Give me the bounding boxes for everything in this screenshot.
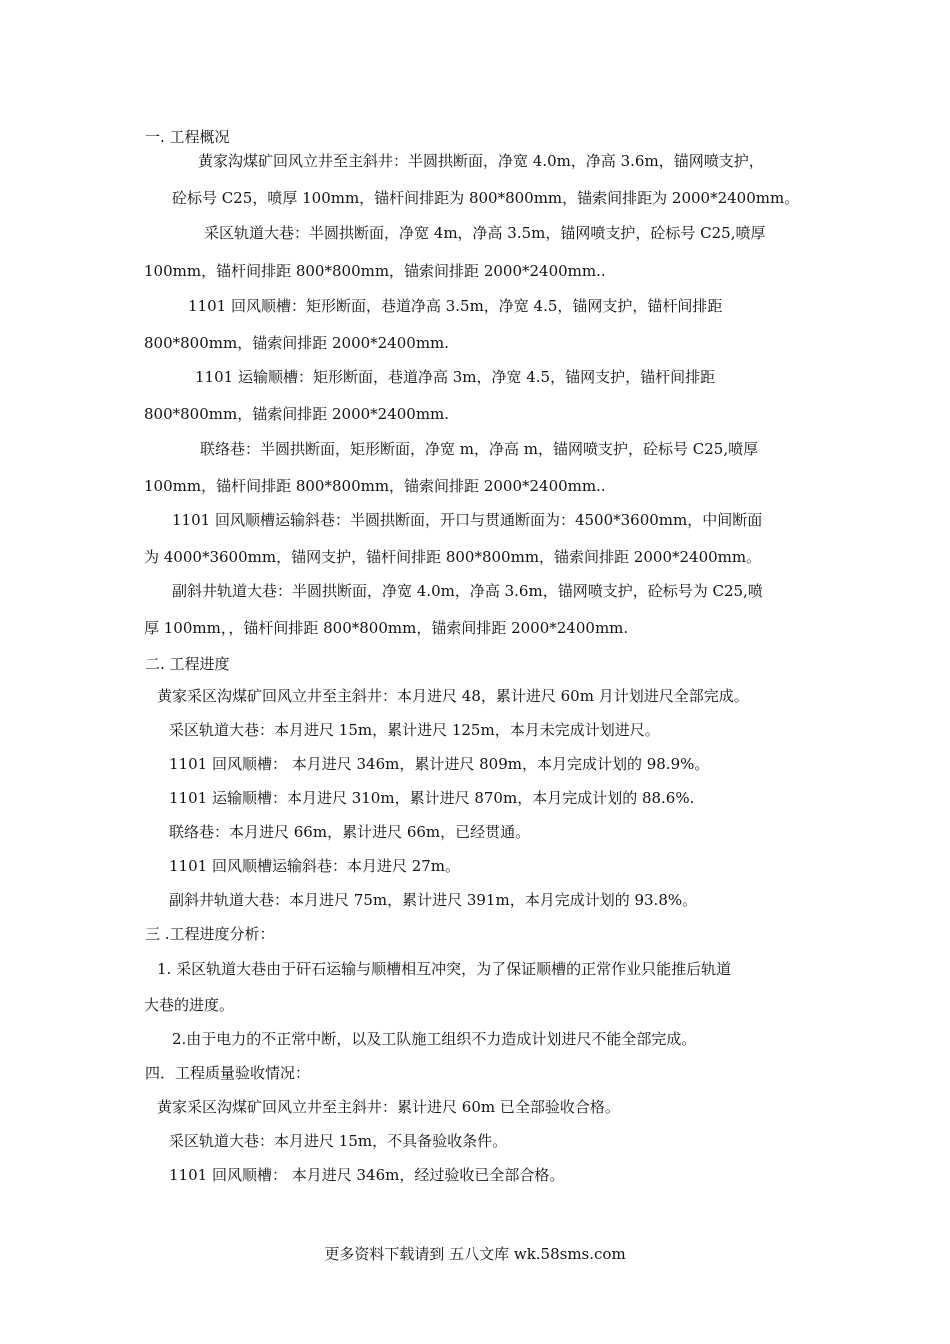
analysis-line: 大巷的进度。	[144, 996, 235, 1014]
quality-line: 采区轨道大巷：本月进尺 15m，不具备验收条件。	[169, 1132, 508, 1150]
progress-line: 采区轨道大巷：本月进尺 15m，累计进尺 125m，本月未完成计划进尺。	[169, 721, 660, 739]
progress-line: 副斜井轨道大巷：本月进尺 75m，累计进尺 391m，本月完成计划的 93.8%。	[169, 891, 698, 909]
section-1-heading: 一. 工程概况	[145, 128, 230, 146]
paragraph-line: 100mm，锚杆间排距 800*800mm，锚索间排距 2000*2400mm..	[144, 262, 606, 280]
progress-line: 1101 回风顺槽： 本月进尺 346m，累计进尺 809m，本月完成计划的 98.9%。	[169, 755, 710, 773]
quality-line: 1101 回风顺槽： 本月进尺 346m，经过验收已全部合格。	[169, 1166, 565, 1184]
quality-line: 黄家采区沟煤矿回风立井至主斜井：累计进尺 60m 已全部验收合格。	[157, 1098, 620, 1116]
section-2-heading: 二. 工程进度	[145, 655, 230, 673]
section-4-heading: 四．工程质量验收情况：	[145, 1064, 311, 1082]
page-footer: 更多资料下载请到 五八文库 wk.58sms.com	[324, 1245, 626, 1263]
paragraph-line: 1101 回风顺槽运输斜巷：半圆拱断面，开口与贯通断面为：4500*3600mm，中间断面	[172, 511, 763, 529]
paragraph-line: 100mm，锚杆间排距 800*800mm，锚索间排距 2000*2400mm..	[144, 477, 606, 495]
section-3-heading: 三 .工程进度分析：	[145, 925, 275, 943]
analysis-line: 1. 采区轨道大巷由于矸石运输与顺槽相互冲突，为了保证顺槽的正常作业只能推后轨道	[157, 960, 732, 978]
paragraph-line: 800*800mm，锚索间排距 2000*2400mm.	[144, 405, 450, 423]
paragraph-line: 副斜井轨道大巷：半圆拱断面，净宽 4.0m，净高 3.6m，锚网喷支护，砼标号为 C25,喷	[172, 582, 763, 600]
progress-line: 联络巷：本月进尺 66m，累计进尺 66m，已经贯通。	[169, 823, 531, 841]
paragraph-line: 砼标号 C25，喷厚 100mm，锚杆间排距为 800*800mm，锚索间排距为 2000*2400mm。	[172, 189, 800, 207]
progress-line: 1101 运输顺槽：本月进尺 310m，累计进尺 870m，本月完成计划的 88.6%.	[169, 789, 695, 807]
paragraph-line: 黄家沟煤矿回风立井至主斜井：半圆拱断面，净宽 4.0m，净高 3.6m，锚网喷支护，	[198, 152, 764, 170]
paragraph-line: 采区轨道大巷：半圆拱断面，净宽 4m，净高 3.5m，锚网喷支护，砼标号 C25,喷厚	[204, 224, 766, 242]
paragraph-line: 1101 回风顺槽：矩形断面，巷道净高 3.5m，净宽 4.5，锚网支护，锚杆间排距	[188, 297, 723, 315]
progress-line: 黄家采区沟煤矿回风立井至主斜井：本月进尺 48，累计进尺 60m 月计划进尺全部完成。	[157, 687, 749, 705]
paragraph-line: 800*800mm，锚索间排距 2000*2400mm.	[144, 334, 450, 352]
paragraph-line: 联络巷：半圆拱断面，矩形断面，净宽 m，净高 m，锚网喷支护，砼标号 C25,喷厚	[200, 440, 759, 458]
progress-line: 1101 回风顺槽运输斜巷：本月进尺 27m。	[169, 857, 461, 875]
paragraph-line: 为 4000*3600mm，锚网支护，锚杆间排距 800*800mm，锚索间排距 2000*2400mm。	[144, 548, 762, 566]
analysis-line: 2.由于电力的不正常中断，以及工队施工组织不力造成计划进尺不能全部完成。	[172, 1030, 697, 1048]
paragraph-line: 厚 100mm，，锚杆间排距 800*800mm，锚索间排距 2000*2400mm.	[144, 619, 629, 637]
paragraph-line: 1101 运输顺槽：矩形断面，巷道净高 3m，净宽 4.5，锚网支护，锚杆间排距	[195, 368, 716, 386]
